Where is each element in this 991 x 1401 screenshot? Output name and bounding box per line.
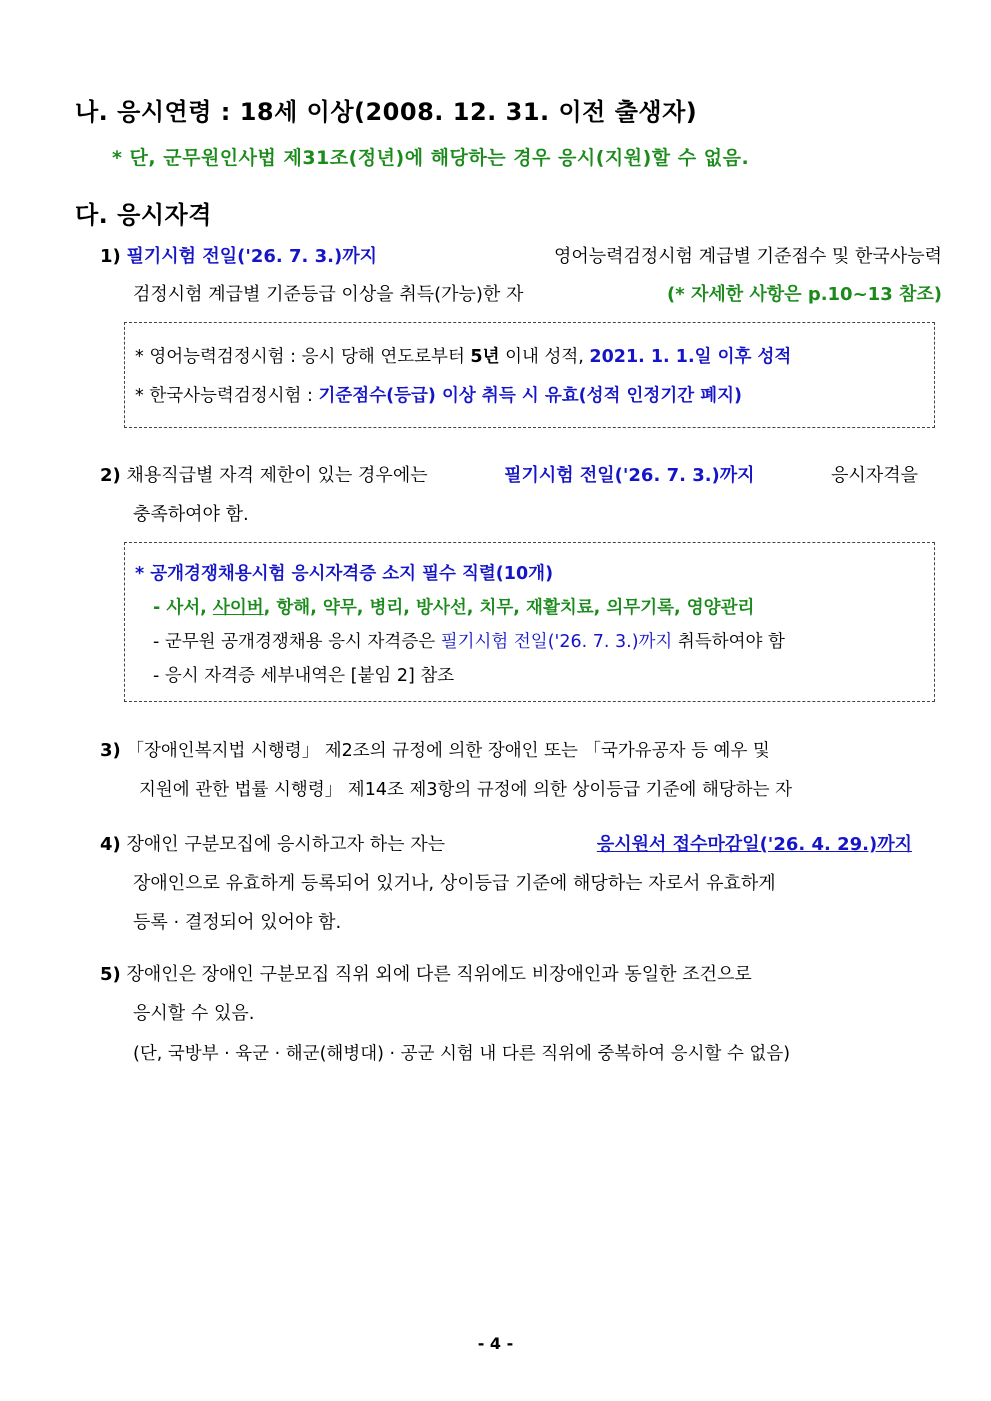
item2-box-line3: - 군무원 공개경쟁채용 응시 자격증은 필기시험 전일('26. 7. 3.)까지 취득하여야 함 [153,632,785,652]
item1-box-history-rule: 기준점수(등급) 이상 취득 시 유효(성적 인정기간 폐지) [318,386,743,406]
item5-number: 5) [100,964,121,985]
item4-line1: 4) 장애인 구분모집에 응시하고자 하는 자는 응시원서 접수마감일('26. 4. 29.)까지 [100,830,912,856]
item4-line3: 등록 · 결정되어 있어야 함. [133,912,342,933]
item1-info-box [124,322,935,428]
item1-box-line2: * 한국사능력검정시험 : 기준점수(등급) 이상 취득 시 유효(성적 인정기간 폐지) [135,386,743,406]
item2-number: 2) [100,465,121,486]
item1-highlight: 필기시험 전일('26. 7. 3.)까지 [126,246,377,267]
item4-line2: 장애인으로 유효하게 등록되어 있거나, 상이등급 기준에 해당하는 자로서 유효하게 [133,873,776,894]
item1-reference: (* 자세한 사항은 p.10~13 참조) [667,284,942,305]
item3-line1: 3) 「장애인복지법 시행령」 제2조의 규정에 의한 장애인 또는 「국가유공자 등 예우 및 [100,740,770,761]
item2-box-line4: - 응시 자격증 세부내역은 [붙임 2] 참조 [153,666,455,686]
item5-line2: 응시할 수 있음. [133,1003,255,1024]
item1-number: 1) [100,246,121,267]
item1-box-line1: * 영어능력검정시험 : 응시 당해 연도로부터 5년 이내 성적, 2021. 1. 1.일 이후 성적 [135,347,792,367]
item5-line1: 5) 장애인은 장애인 구분모집 직위 외에 다른 직위에도 비장애인과 동일한 조건으로 [100,964,752,985]
item3-number: 3) [100,740,121,761]
item2-line1: 2) 채용직급별 자격 제한이 있는 경우에는 필기시험 전일('26. 7. 3.)까지 응시자격을 [100,461,918,487]
item2-highlight: 필기시험 전일('26. 7. 3.)까지 [504,465,755,486]
item5-line3: (단, 국방부 · 육군 · 해군(해병대) · 공군 시험 내 다른 직위에 중복하여 응시할 수 없음) [133,1044,791,1064]
section-title-qualification: 다. 응시자격 [75,201,212,229]
page-number: - 4 - [477,1334,514,1353]
item2-box-deadline: 필기시험 전일('26. 7. 3.)까지 [440,632,673,652]
item1-line1 [100,242,942,268]
item4-number: 4) [100,834,121,855]
item1-line2 [133,280,942,306]
item4-highlight: 응시원서 접수마감일('26. 4. 29.)까지 [596,834,912,855]
item2-info-box [124,542,935,702]
item3-line2: 지원에 관한 법률 시행령」 제14조 제3항의 규정에 의한 상이등급 기준에 해당하는 자 [139,780,793,800]
item2-box-title: * 공개경쟁채용시험 응시자격증 소지 필수 직렬(10개) [135,564,554,584]
item2-box-list: - 사서, 사이버, 항해, 약무, 병리, 방사선, 치무, 재활치료, 의무기록, 영양관리 [153,598,755,618]
item2-line2: 충족하여야 함. [133,504,249,525]
item1-text-a: 영어능력검정시험 계급별 기준점수 및 한국사능력 [553,246,942,267]
item1-text-b: 검정시험 계급별 기준등급 이상을 취득(가능)한 자 [133,284,524,305]
section-title-age: 나. 응시연령 : 18세 이상(2008. 12. 31. 이전 출생자) [75,98,698,126]
age-note: * 단, 군무원인사법 제31조(정년)에 해당하는 경우 응시(지원)할 수 없음. [112,147,750,169]
item2-box-cyber: 사이버 [212,598,264,618]
item1-box-score-date: 2021. 1. 1.일 이후 성적 [589,347,792,367]
